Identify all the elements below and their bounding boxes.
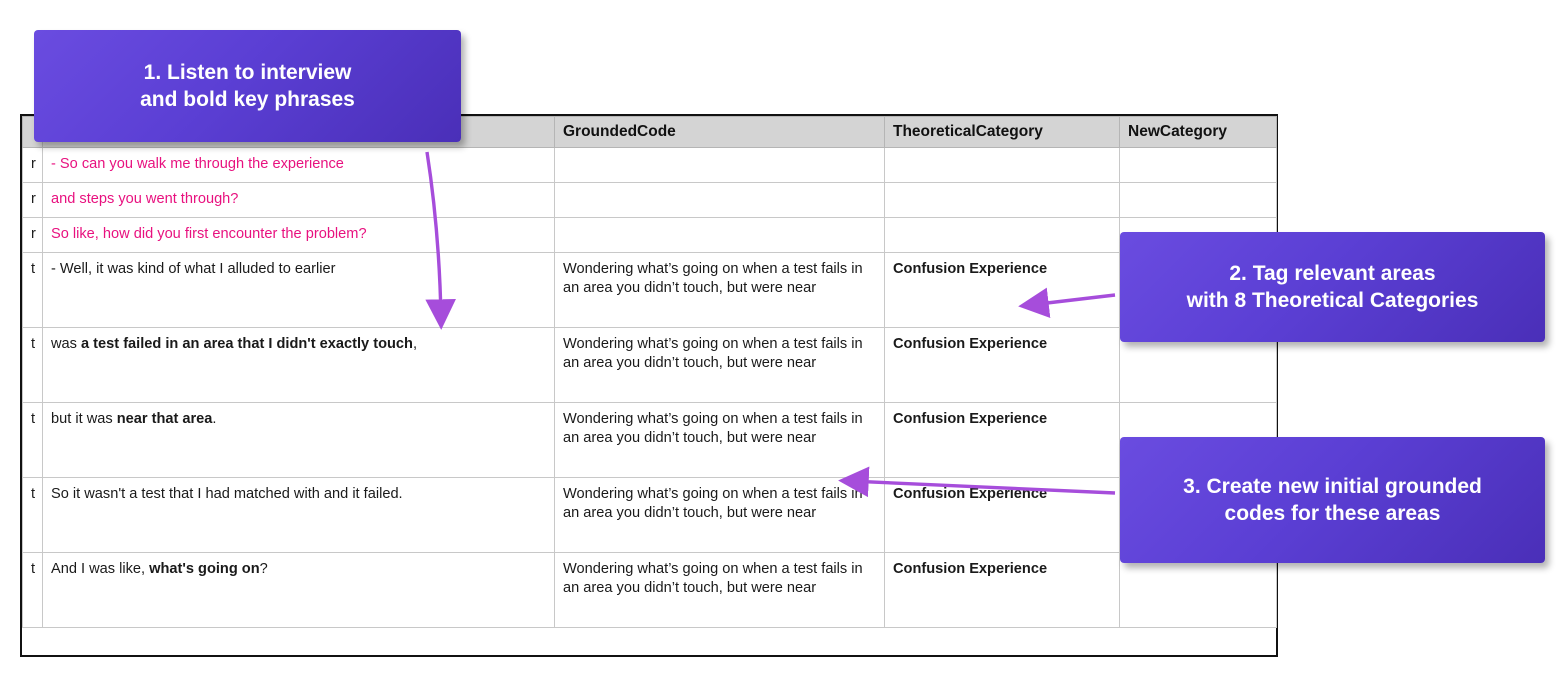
- table-row: [23, 553, 1277, 628]
- cell-theoretical-category: Confusion Experience: [885, 553, 1120, 628]
- cell-text: So like, how did you first encounter the problem?: [43, 218, 555, 253]
- cell-theoretical-category: Confusion Experience: [885, 328, 1120, 403]
- cell-theoretical-category: Confusion Experience: [885, 253, 1120, 328]
- table-body: [23, 148, 1277, 628]
- cell-new-category: [1120, 183, 1277, 218]
- cell-text: and steps you went through?: [43, 183, 555, 218]
- cell-grounded-code: Wondering what’s going on when a test fails in an area you didn’t touch, but were near: [555, 478, 885, 553]
- cell-speaker: r: [23, 148, 43, 183]
- cell-grounded-code: Wondering what’s going on when a test fails in an area you didn’t touch, but were near: [555, 553, 885, 628]
- cell-speaker: t: [23, 553, 43, 628]
- column-header-theoreticalcategory: TheoreticalCategory: [885, 117, 1120, 148]
- cell-theoretical-category: Confusion Experience: [885, 403, 1120, 478]
- cell-text: was a test failed in an area that I didn't exactly touch,: [43, 328, 555, 403]
- cell-grounded-code: [555, 183, 885, 218]
- callout-step-2-line2: with 8 Theoretical Categories: [1186, 289, 1479, 312]
- cell-theoretical-category: Confusion Experience: [885, 478, 1120, 553]
- cell-text: but it was near that area.: [43, 403, 555, 478]
- cell-speaker: t: [23, 478, 43, 553]
- cell-text: - Well, it was kind of what I alluded to earlier: [43, 253, 555, 328]
- cell-speaker: r: [23, 218, 43, 253]
- cell-speaker: t: [23, 403, 43, 478]
- cell-grounded-code: [555, 148, 885, 183]
- cell-grounded-code: Wondering what’s going on when a test fails in an area you didn’t touch, but were near: [555, 328, 885, 403]
- callout-step-3-line2: codes for these areas: [1224, 502, 1441, 525]
- callout-step-2: [1120, 232, 1545, 342]
- cell-speaker: t: [23, 253, 43, 328]
- table-row: [23, 478, 1277, 553]
- cell-theoretical-category: [885, 218, 1120, 253]
- cell-grounded-code: Wondering what’s going on when a test fails in an area you didn’t touch, but were near: [555, 253, 885, 328]
- table-row: [23, 148, 1277, 183]
- table-row: [23, 403, 1277, 478]
- cell-text: - So can you walk me through the experience: [43, 148, 555, 183]
- column-header-groundedcode: GroundedCode: [555, 117, 885, 148]
- cell-text: So it wasn't a test that I had matched with and it failed.: [43, 478, 555, 553]
- callout-step-1-line1: 1. Listen to interview: [143, 60, 352, 84]
- callout-step-3: [1120, 437, 1545, 563]
- cell-new-category: [1120, 553, 1277, 628]
- cell-theoretical-category: [885, 148, 1120, 183]
- cell-speaker: r: [23, 183, 43, 218]
- table-row: [23, 218, 1277, 253]
- callout-step-2-line1: 2. Tag relevant areas: [1229, 261, 1436, 285]
- cell-speaker: t: [23, 328, 43, 403]
- callout-step-1-line2: and bold key phrases: [140, 88, 355, 111]
- table-row: [23, 253, 1277, 328]
- cell-new-category: [1120, 148, 1277, 183]
- cell-text: And I was like, what's going on?: [43, 553, 555, 628]
- cell-theoretical-category: [885, 183, 1120, 218]
- cell-grounded-code: [555, 218, 885, 253]
- callout-step-1: [34, 30, 461, 142]
- table-row: [23, 328, 1277, 403]
- coding-sheet: [22, 116, 1277, 628]
- table-row: [23, 183, 1277, 218]
- callout-step-3-line1: 3. Create new initial grounded: [1183, 474, 1482, 498]
- cell-grounded-code: Wondering what’s going on when a test fails in an area you didn’t touch, but were near: [555, 403, 885, 478]
- column-header-newcategory: NewCategory: [1120, 117, 1277, 148]
- transcript-coding-table: [20, 114, 1278, 657]
